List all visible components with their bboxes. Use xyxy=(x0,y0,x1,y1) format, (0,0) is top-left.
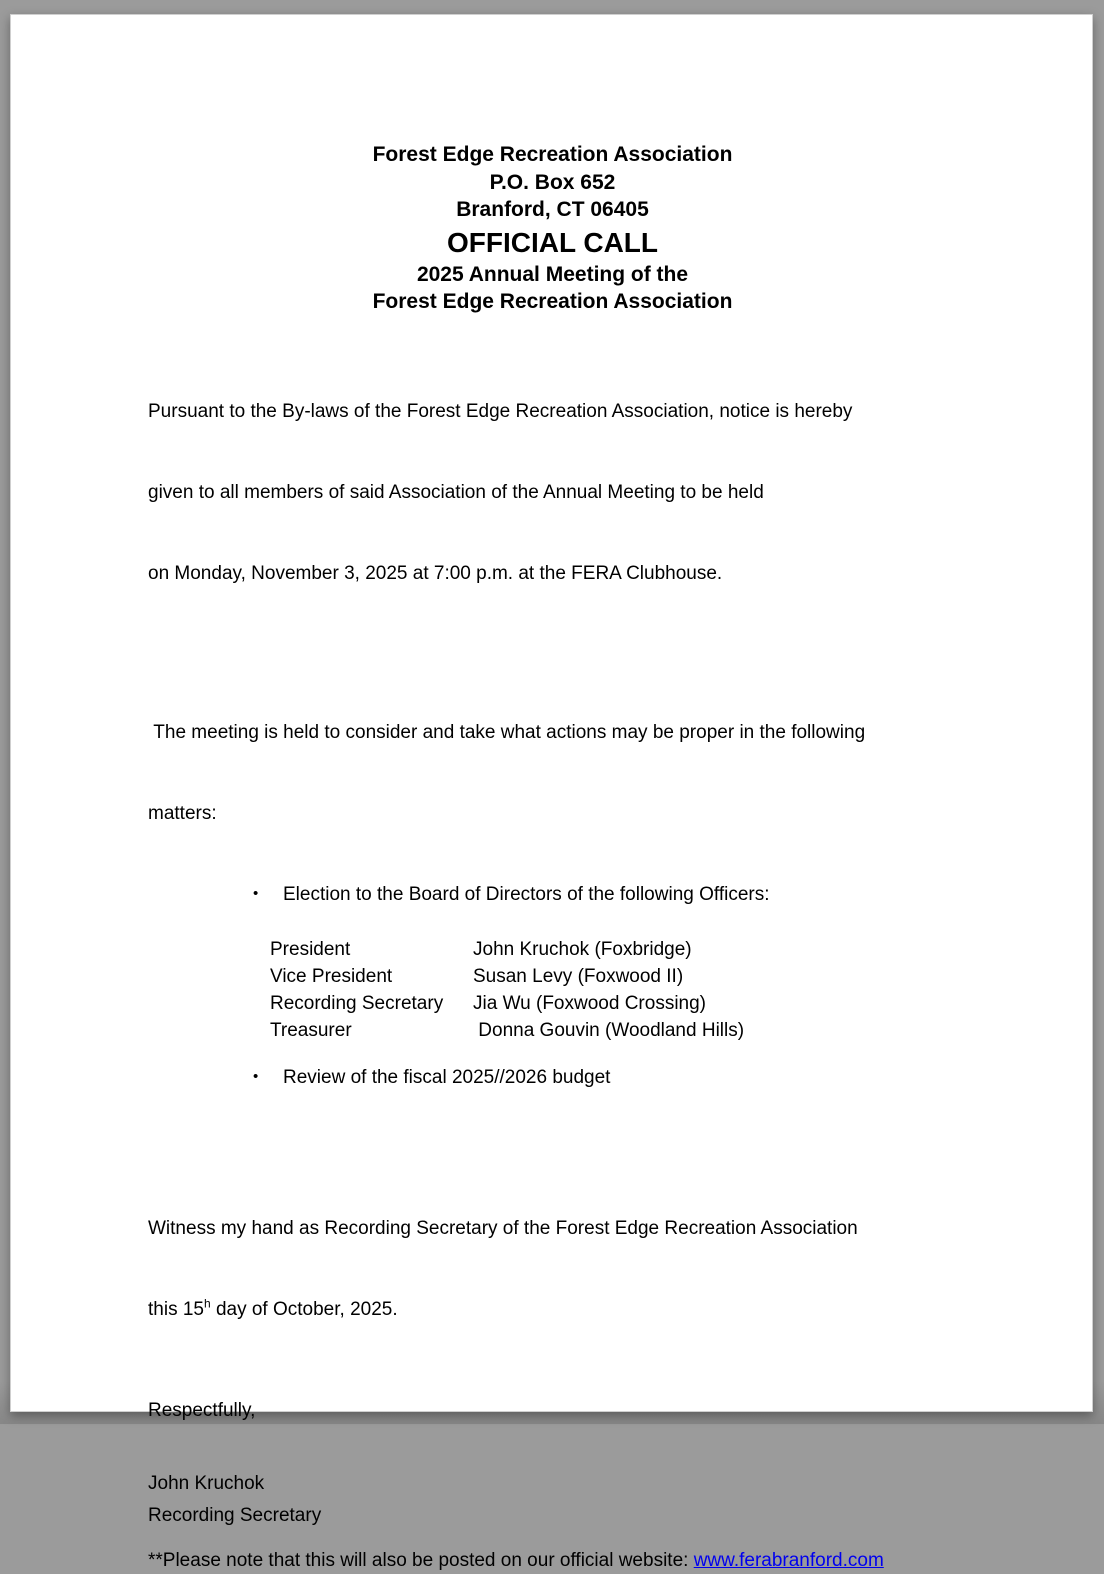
purpose-line-2: matters: xyxy=(148,802,217,824)
meeting-subtitle-line-2: Forest Edge Recreation Association xyxy=(372,290,733,313)
bullet-election-text: Election to the Board of Directors of the following Officers: xyxy=(283,883,770,905)
witness-date-superscript: h xyxy=(203,1296,211,1311)
witness-line-1: Witness my hand as Recording Secretary of the Forest Edge Recreation Association xyxy=(148,1217,858,1239)
notice-line-1: Pursuant to the By-laws of the Forest Edge Recreation Association, notice is hereby xyxy=(148,400,853,422)
footer-note-text: **Please note that this will also be posted on our official website: xyxy=(148,1549,689,1571)
bullet-dot-icon: • xyxy=(253,1067,259,1085)
officer-name: Jia Wu (Foxwood Crossing) xyxy=(473,992,707,1014)
officer-name: John Kruchok (Foxbridge) xyxy=(473,938,692,960)
org-city-line: Branford, CT 06405 xyxy=(456,198,649,221)
org-pobox-line: P.O. Box 652 xyxy=(489,170,616,194)
bullet-budget-text: Review of the fiscal 2025//2026 budget xyxy=(283,1066,611,1088)
org-name-line: Forest Edge Recreation Association xyxy=(372,143,733,166)
officer-title: President xyxy=(270,938,351,960)
bullet-election xyxy=(148,881,957,908)
officer-row-treasurer xyxy=(270,1017,957,1044)
witness-paragraph xyxy=(148,1161,957,1377)
witness-date-post: day of October, 2025. xyxy=(210,1298,398,1320)
footer-note-paragraph xyxy=(148,1547,957,1574)
officer-title: Treasurer xyxy=(270,1019,352,1041)
purpose-paragraph xyxy=(148,665,957,881)
officer-row-president xyxy=(270,936,957,963)
meeting-subtitle-line-1: 2025 Annual Meeting of the xyxy=(416,262,689,286)
officer-row-recording-secretary xyxy=(270,990,957,1017)
bullet-budget xyxy=(148,1064,957,1091)
signature-title: Recording Secretary xyxy=(148,1504,322,1526)
document-content xyxy=(11,15,1092,1574)
signature-block xyxy=(148,1470,957,1529)
signature-name: John Kruchok xyxy=(148,1472,265,1494)
document-header xyxy=(148,141,957,316)
officer-row-vice-president xyxy=(270,963,957,990)
closing-salutation: Respectfully, xyxy=(148,1399,256,1421)
bullet-dot-icon: • xyxy=(253,884,259,902)
notice-paragraph xyxy=(148,344,957,641)
notice-line-2: given to all members of said Association of the Annual Meeting to be held xyxy=(148,481,764,503)
officer-title: Vice President xyxy=(270,965,393,987)
website-link[interactable]: www.ferabranford.com xyxy=(693,1549,884,1571)
document-title: OFFICIAL CALL xyxy=(446,226,658,258)
officer-name: Donna Gouvin (Woodland Hills) xyxy=(473,1019,745,1041)
notice-line-3: on Monday, November 3, 2025 at 7:00 p.m. at the FERA Clubhouse. xyxy=(148,562,723,584)
officer-name: Susan Levy (Foxwood II) xyxy=(473,965,684,987)
document-page xyxy=(10,14,1093,1571)
officer-title: Recording Secretary xyxy=(270,992,444,1014)
witness-date-pre: this 15 xyxy=(148,1298,204,1320)
witness-line-2 xyxy=(148,1296,957,1323)
purpose-line-1: The meeting is held to consider and take what actions may be proper in the following xyxy=(148,721,866,743)
officers-list xyxy=(270,936,957,1044)
